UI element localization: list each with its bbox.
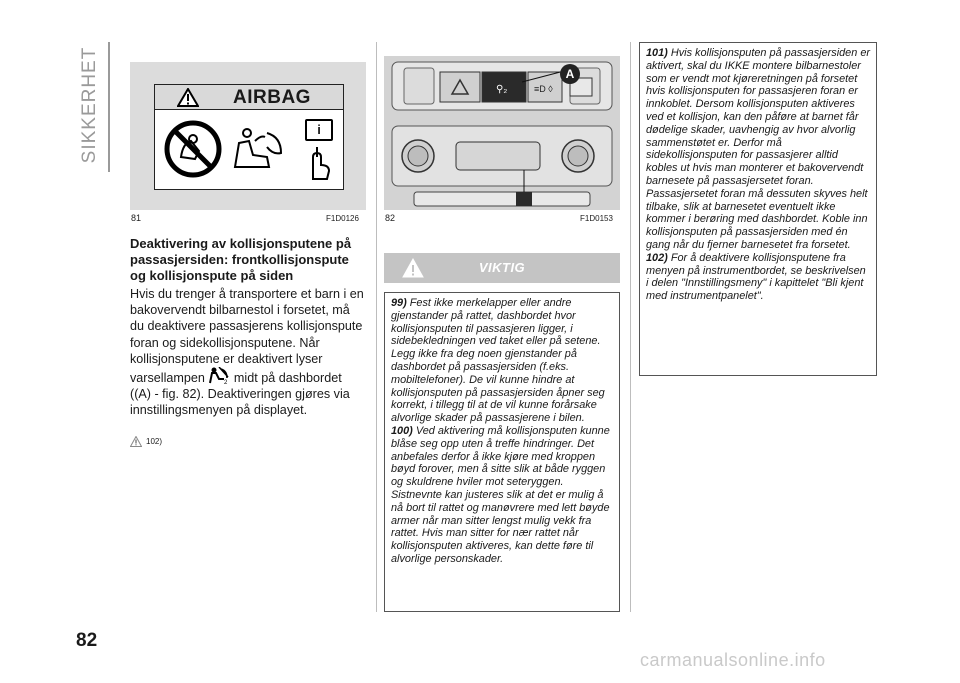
warning-number: 99): [391, 297, 407, 309]
svg-text:2: 2: [224, 380, 228, 386]
figure-81-caption: 81: [131, 213, 142, 223]
warning-text: Ved aktivering må kollisjonsputen kunne blåse seg opp uten å treffe hindringer. Det anbefales derfor å ikke kjøre med kroppen bøyd forover, men å sitte slik at både ryggen og skuldrene hviler mot seteryggen. Sistnevnte kan justeres slik at det er mulig å nå bort til rattet og manøvrere med lett bøyde armer når man sitter lengst mulig vekk fra rattet. Hvis man sitter for nær rattet når kollisjonsputen aktiveres, kan dette føre til alvorlige personskader.: [391, 424, 610, 565]
seat-airbag-icon: [227, 119, 289, 181]
warning-101: [646, 47, 870, 252]
warning-99: [391, 297, 613, 425]
page-number: 82: [76, 630, 98, 651]
section-body: [130, 286, 366, 419]
column-separator-2: [630, 42, 631, 612]
svg-text:⚲₂: ⚲₂: [496, 84, 508, 95]
airbag-label-text: AIRBAG: [233, 87, 311, 108]
figure-82-caption: 82: [385, 213, 396, 223]
dashboard-drawing: [384, 56, 620, 210]
section-body-part1: Hvis du trenger å transportere et barn i en bakovervendt bilbarnestol i forsetet, må du deaktivere passasjerens kollisjonspute foran og sidekollisjonsputene. Når kollisjonsputene er deaktivert lyser varsellampen: [130, 287, 364, 386]
manual-icon: i: [301, 119, 333, 181]
warnings-box-1: [384, 292, 620, 612]
warning-number: 102): [646, 251, 668, 264]
chapter-rule: [108, 42, 110, 172]
no-child-seat-icon: [163, 119, 223, 179]
warning-triangle-icon: [177, 88, 199, 107]
warning-text: For å deaktivere kollisjonsputene fra menyen på instrumentbordet, se beskrivelsen i delen "Innstillingsmeny" i kapittelet "Bli kjent med instrumentpanelet".: [646, 251, 866, 303]
warning-triangle-small-icon: [130, 436, 142, 447]
important-header: [384, 253, 620, 283]
callout-marker-a-text: A: [565, 67, 575, 81]
figure-81-code: F1D0126: [326, 214, 359, 223]
warning-number: 100): [391, 424, 413, 437]
svg-text:≡D ◊: ≡D ◊: [534, 84, 553, 94]
chapter-title: [80, 42, 102, 172]
section-body-part2: midt på dashbordet ((A) - fig. 82). Deaktiveringen gjøres via innstillingsmenyen på displayet.: [130, 371, 350, 418]
warning-number: 101): [646, 47, 668, 59]
footer-watermark: carmanualsonline.info: [640, 650, 826, 670]
airbag-label-card: [154, 84, 344, 190]
callout-marker-a: [560, 64, 580, 84]
warning-100: [391, 425, 613, 566]
column-separator-1: [376, 42, 377, 612]
warning-reference-num: 102): [146, 437, 163, 446]
airbag-off-warning-light-icon: [208, 367, 230, 385]
airbag-label-header: [155, 85, 343, 110]
important-label: VIKTIG: [478, 260, 526, 275]
warnings-box-2: [639, 42, 877, 376]
chapter-title-text: SIKKERHET: [79, 46, 100, 164]
figure-82-code: F1D0153: [580, 214, 613, 223]
warning-text: Fest ikke merkelapper eller andre gjenstander på rattet, dashbordet hvor kollisjonsputen til passasjeren ligger, i sidebekledningen ved taket eller på setene. Legg ikke fra deg noen gjenstander på dashbordet på passasjersiden (f.eks. mobiltelefoner). De vil kunne hindre at kollisjonsputen på passasjersiden åpner seg korrekt, i tillegg til at de vil kunne forårsake alvorlige skader på passasjerene i bilen.: [391, 297, 605, 425]
warning-reference: [130, 436, 162, 447]
figure-dashboard: [384, 56, 620, 210]
warning-text: Hvis kollisjonsputen på passasjersiden er aktivert, skal du IKKE montere bilbarnestoler som er vendt mot kjøreretningen på forsetet hvis kollisjonsputen for passasjeren foran er innkoblet. Dersom kollisjonsputen aktiveres ved et kollisjon, kan den påføre at barnet får dødelige skader, uavhengig av hvor alvorlig sammenstøtet er. Derfor må sidekollisjonsputen for passasjerer alltid kobles ut hvis man monterer et bakovervendt barnesete på passasjersetet foran. Passasjersetet foran må dessuten skyves helt tilbake, slik at barnesetet eventuelt ikke kommer i berøring med dashbordet. Koble inn kollisjonsputen på passasjersiden med én gang når du fjerner barnesetet fra forsetet.: [646, 47, 871, 251]
figure-airbag-label: [130, 62, 366, 210]
warning-102: [646, 252, 870, 303]
section-heading: Deaktivering av kollisjonsputene på passasjersiden: frontkollisjonspute og kollisjonspute på siden: [130, 236, 352, 283]
